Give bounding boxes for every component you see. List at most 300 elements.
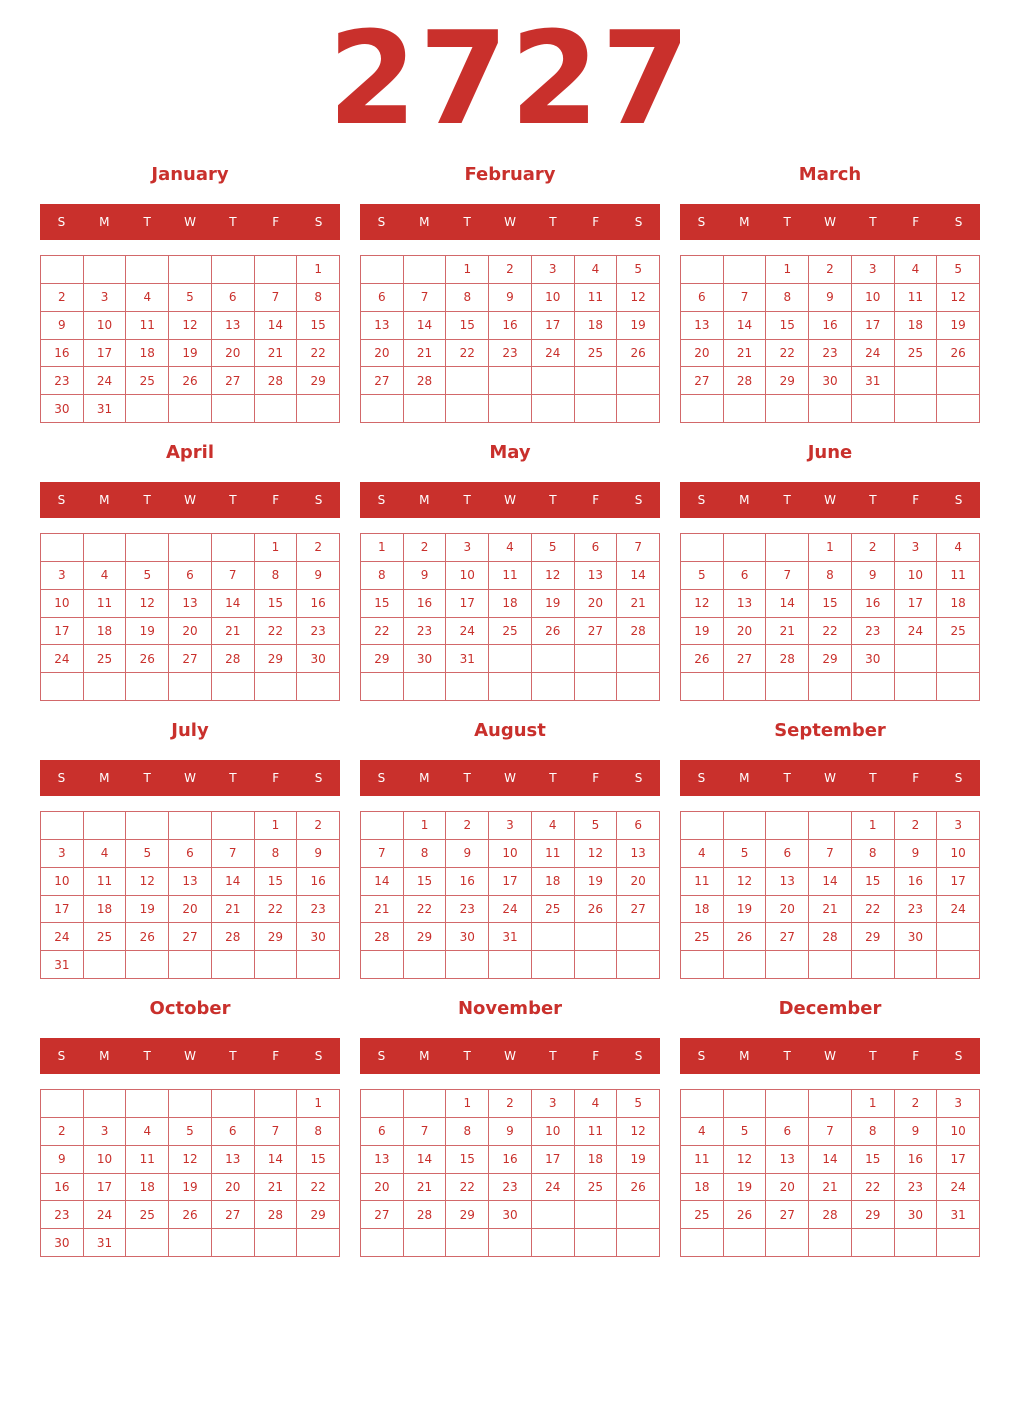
- day-cell: 12: [617, 1118, 660, 1146]
- day-cell: 20: [617, 868, 660, 896]
- day-cell: 22: [446, 1174, 489, 1202]
- day-cell: 17: [895, 590, 938, 618]
- day-cell: 17: [937, 1146, 980, 1174]
- weekday-label: T: [783, 771, 791, 785]
- day-cell: 23: [489, 340, 532, 368]
- day-cell: 29: [361, 645, 404, 673]
- weekday-label: S: [57, 493, 66, 507]
- empty-cell: [532, 923, 575, 951]
- day-cell: 29: [297, 1201, 340, 1229]
- empty-cell: [169, 673, 212, 701]
- day-cell: 2: [297, 534, 340, 562]
- day-cell: 26: [724, 923, 767, 951]
- day-cell: 3: [446, 534, 489, 562]
- weekday-label: W: [184, 215, 196, 229]
- day-cell: 25: [84, 923, 127, 951]
- day-cell: 6: [766, 1118, 809, 1146]
- day-cell: 25: [532, 896, 575, 924]
- empty-cell: [852, 1229, 895, 1257]
- empty-cell: [169, 256, 212, 284]
- empty-cell: [126, 951, 169, 979]
- day-cell: 15: [852, 868, 895, 896]
- month-title: December: [778, 998, 882, 1019]
- day-cell: 13: [724, 590, 767, 618]
- day-cell: 13: [361, 312, 404, 340]
- day-cell: 5: [617, 1090, 660, 1118]
- day-cell: 15: [297, 1146, 340, 1174]
- day-cell: 26: [575, 896, 618, 924]
- weekday-label: T: [143, 1049, 151, 1063]
- day-cell: 8: [446, 284, 489, 312]
- weekday-label: W: [504, 1049, 516, 1063]
- day-cell: 10: [937, 1118, 980, 1146]
- weekday-label: T: [783, 493, 791, 507]
- empty-cell: [212, 256, 255, 284]
- weekday-label: F: [272, 771, 280, 785]
- weekday-header: [680, 1038, 980, 1074]
- day-cell: 12: [617, 284, 660, 312]
- day-cell: 19: [724, 896, 767, 924]
- day-cell: 7: [766, 562, 809, 590]
- empty-cell: [575, 1229, 618, 1257]
- day-cell: 9: [41, 1146, 84, 1174]
- day-cell: 22: [404, 896, 447, 924]
- weekday-label: S: [697, 1049, 706, 1063]
- day-cell: 4: [681, 1118, 724, 1146]
- day-cell: 2: [446, 812, 489, 840]
- empty-cell: [126, 256, 169, 284]
- weekday-label: F: [272, 493, 280, 507]
- day-cell: 10: [41, 868, 84, 896]
- day-cell: 25: [681, 1201, 724, 1229]
- day-cell: 12: [532, 562, 575, 590]
- day-cell: 27: [766, 1201, 809, 1229]
- day-grid: [680, 1089, 980, 1257]
- weekday-label: F: [592, 493, 600, 507]
- day-cell: 27: [212, 367, 255, 395]
- weekday-label: M: [739, 771, 750, 785]
- day-cell: 28: [212, 923, 255, 951]
- empty-cell: [361, 1229, 404, 1257]
- day-grid: [680, 533, 980, 701]
- day-cell: 22: [255, 618, 298, 646]
- empty-cell: [255, 395, 298, 423]
- empty-cell: [724, 673, 767, 701]
- weekday-label: T: [869, 771, 877, 785]
- empty-cell: [126, 1229, 169, 1257]
- empty-cell: [41, 256, 84, 284]
- empty-cell: [212, 534, 255, 562]
- day-cell: 21: [212, 618, 255, 646]
- day-cell: 11: [126, 1146, 169, 1174]
- day-cell: 3: [84, 1118, 127, 1146]
- day-grid: [40, 811, 340, 979]
- day-cell: 8: [297, 1118, 340, 1146]
- day-cell: 28: [809, 1201, 852, 1229]
- weekday-label: T: [463, 493, 471, 507]
- month-title: May: [489, 442, 531, 463]
- day-cell: 18: [681, 896, 724, 924]
- day-cell: 18: [126, 340, 169, 368]
- day-cell: 21: [766, 618, 809, 646]
- day-cell: 8: [809, 562, 852, 590]
- day-cell: 18: [126, 1174, 169, 1202]
- weekday-label: T: [549, 493, 557, 507]
- day-cell: 23: [446, 896, 489, 924]
- day-cell: 16: [297, 590, 340, 618]
- day-cell: 11: [575, 284, 618, 312]
- empty-cell: [895, 1229, 938, 1257]
- month-title: April: [165, 442, 215, 463]
- day-cell: 7: [255, 284, 298, 312]
- day-cell: 28: [255, 1201, 298, 1229]
- day-cell: 16: [489, 312, 532, 340]
- day-cell: 27: [361, 367, 404, 395]
- day-cell: 5: [937, 256, 980, 284]
- day-cell: 16: [297, 868, 340, 896]
- day-grid: [360, 811, 660, 979]
- day-cell: 17: [937, 868, 980, 896]
- day-cell: 16: [404, 590, 447, 618]
- weekday-label: M: [99, 493, 110, 507]
- day-cell: 6: [212, 1118, 255, 1146]
- day-cell: 26: [169, 367, 212, 395]
- day-cell: 4: [126, 1118, 169, 1146]
- day-cell: 18: [532, 868, 575, 896]
- day-cell: 23: [297, 896, 340, 924]
- empty-cell: [41, 812, 84, 840]
- day-cell: 9: [297, 562, 340, 590]
- day-cell: 15: [809, 590, 852, 618]
- day-cell: 17: [852, 312, 895, 340]
- day-cell: 31: [937, 1201, 980, 1229]
- empty-cell: [532, 645, 575, 673]
- weekday-label: S: [314, 1049, 323, 1063]
- day-cell: 29: [852, 923, 895, 951]
- day-cell: 6: [575, 534, 618, 562]
- day-cell: 8: [297, 284, 340, 312]
- day-cell: 5: [575, 812, 618, 840]
- empty-cell: [126, 812, 169, 840]
- month-title: August: [474, 720, 546, 741]
- empty-cell: [489, 673, 532, 701]
- day-cell: 21: [617, 590, 660, 618]
- empty-cell: [212, 1229, 255, 1257]
- weekday-label: S: [314, 215, 323, 229]
- day-cell: 29: [255, 923, 298, 951]
- day-cell: 11: [532, 840, 575, 868]
- day-cell: 19: [724, 1174, 767, 1202]
- empty-cell: [41, 534, 84, 562]
- day-cell: 21: [255, 340, 298, 368]
- empty-cell: [404, 256, 447, 284]
- weekday-label: F: [912, 493, 920, 507]
- weekday-label: F: [912, 1049, 920, 1063]
- empty-cell: [766, 1090, 809, 1118]
- day-cell: 5: [169, 1118, 212, 1146]
- day-cell: 10: [895, 562, 938, 590]
- day-cell: 9: [852, 562, 895, 590]
- empty-cell: [681, 812, 724, 840]
- empty-cell: [724, 1229, 767, 1257]
- day-cell: 3: [937, 812, 980, 840]
- day-cell: 20: [212, 1174, 255, 1202]
- empty-cell: [766, 395, 809, 423]
- day-cell: 15: [361, 590, 404, 618]
- weekday-label: M: [419, 493, 430, 507]
- empty-cell: [681, 395, 724, 423]
- empty-cell: [255, 1090, 298, 1118]
- day-cell: 17: [84, 1174, 127, 1202]
- empty-cell: [169, 1229, 212, 1257]
- weekday-label: S: [57, 1049, 66, 1063]
- weekday-label: S: [634, 493, 643, 507]
- day-cell: 14: [212, 590, 255, 618]
- empty-cell: [212, 673, 255, 701]
- day-cell: 26: [724, 1201, 767, 1229]
- empty-cell: [532, 367, 575, 395]
- weekday-label: T: [463, 1049, 471, 1063]
- day-cell: 26: [937, 340, 980, 368]
- day-cell: 29: [446, 1201, 489, 1229]
- empty-cell: [937, 923, 980, 951]
- day-cell: 25: [575, 1174, 618, 1202]
- empty-cell: [937, 951, 980, 979]
- day-cell: 28: [404, 1201, 447, 1229]
- day-cell: 9: [297, 840, 340, 868]
- day-cell: 8: [766, 284, 809, 312]
- weekday-label: T: [143, 771, 151, 785]
- empty-cell: [532, 395, 575, 423]
- day-cell: 18: [895, 312, 938, 340]
- day-cell: 30: [895, 923, 938, 951]
- weekday-label: W: [504, 771, 516, 785]
- empty-cell: [404, 951, 447, 979]
- day-grid: [360, 533, 660, 701]
- day-cell: 14: [766, 590, 809, 618]
- weekday-label: S: [697, 771, 706, 785]
- weekday-label: W: [184, 1049, 196, 1063]
- weekday-label: W: [824, 1049, 836, 1063]
- day-cell: 3: [41, 562, 84, 590]
- day-cell: 12: [937, 284, 980, 312]
- weekday-label: T: [549, 1049, 557, 1063]
- day-cell: 9: [489, 1118, 532, 1146]
- empty-cell: [361, 1090, 404, 1118]
- day-cell: 11: [681, 868, 724, 896]
- day-cell: 28: [212, 645, 255, 673]
- day-cell: 6: [766, 840, 809, 868]
- day-cell: 24: [84, 1201, 127, 1229]
- day-cell: 13: [766, 868, 809, 896]
- day-cell: 8: [446, 1118, 489, 1146]
- weekday-label: W: [504, 493, 516, 507]
- day-cell: 1: [361, 534, 404, 562]
- day-cell: 24: [532, 1174, 575, 1202]
- weekday-label: T: [229, 1049, 237, 1063]
- day-cell: 2: [297, 812, 340, 840]
- day-cell: 29: [297, 367, 340, 395]
- month-title: February: [464, 164, 556, 185]
- day-grid: [680, 255, 980, 423]
- empty-cell: [852, 673, 895, 701]
- empty-cell: [126, 534, 169, 562]
- month-title: November: [457, 998, 563, 1019]
- day-cell: 23: [41, 1201, 84, 1229]
- day-cell: 13: [212, 312, 255, 340]
- day-cell: 18: [84, 618, 127, 646]
- day-cell: 23: [297, 618, 340, 646]
- day-cell: 6: [724, 562, 767, 590]
- day-cell: 12: [126, 868, 169, 896]
- weekday-label: F: [912, 215, 920, 229]
- month-title: July: [171, 720, 209, 741]
- weekday-header: [360, 204, 660, 240]
- day-cell: 14: [212, 868, 255, 896]
- day-cell: 25: [84, 645, 127, 673]
- day-cell: 30: [41, 1229, 84, 1257]
- day-cell: 29: [852, 1201, 895, 1229]
- day-cell: 25: [126, 367, 169, 395]
- day-cell: 1: [255, 812, 298, 840]
- day-grid: [680, 811, 980, 979]
- empty-cell: [724, 812, 767, 840]
- weekday-label: T: [549, 771, 557, 785]
- day-cell: 7: [255, 1118, 298, 1146]
- empty-cell: [532, 1201, 575, 1229]
- empty-cell: [937, 395, 980, 423]
- empty-cell: [681, 534, 724, 562]
- day-cell: 18: [575, 312, 618, 340]
- day-grid: [40, 255, 340, 423]
- day-cell: 2: [41, 284, 84, 312]
- weekday-label: S: [314, 771, 323, 785]
- day-cell: 25: [489, 618, 532, 646]
- day-cell: 10: [489, 840, 532, 868]
- day-cell: 30: [404, 645, 447, 673]
- empty-cell: [404, 673, 447, 701]
- day-cell: 4: [532, 812, 575, 840]
- empty-cell: [404, 1229, 447, 1257]
- weekday-label: W: [824, 493, 836, 507]
- day-cell: 19: [575, 868, 618, 896]
- day-cell: 28: [809, 923, 852, 951]
- empty-cell: [532, 1229, 575, 1257]
- weekday-header: [40, 760, 340, 796]
- day-cell: 30: [297, 923, 340, 951]
- day-cell: 10: [84, 312, 127, 340]
- empty-cell: [724, 951, 767, 979]
- day-cell: 20: [169, 618, 212, 646]
- day-cell: 19: [681, 618, 724, 646]
- empty-cell: [446, 1229, 489, 1257]
- day-cell: 26: [169, 1201, 212, 1229]
- empty-cell: [212, 1090, 255, 1118]
- empty-cell: [446, 951, 489, 979]
- day-cell: 19: [169, 340, 212, 368]
- weekday-label: T: [783, 1049, 791, 1063]
- weekday-label: W: [824, 215, 836, 229]
- weekday-header: [360, 1038, 660, 1074]
- day-cell: 18: [937, 590, 980, 618]
- day-cell: 21: [724, 340, 767, 368]
- day-cell: 19: [617, 312, 660, 340]
- day-cell: 28: [724, 367, 767, 395]
- day-cell: 23: [895, 1174, 938, 1202]
- empty-cell: [852, 395, 895, 423]
- day-cell: 26: [617, 1174, 660, 1202]
- empty-cell: [575, 923, 618, 951]
- empty-cell: [809, 673, 852, 701]
- day-cell: 16: [852, 590, 895, 618]
- weekday-label: S: [634, 215, 643, 229]
- day-cell: 11: [937, 562, 980, 590]
- day-cell: 27: [169, 923, 212, 951]
- empty-cell: [617, 951, 660, 979]
- empty-cell: [169, 1090, 212, 1118]
- day-cell: 14: [404, 312, 447, 340]
- day-cell: 5: [724, 840, 767, 868]
- day-cell: 30: [446, 923, 489, 951]
- day-cell: 14: [809, 1146, 852, 1174]
- weekday-label: S: [377, 1049, 386, 1063]
- day-cell: 15: [766, 312, 809, 340]
- empty-cell: [489, 395, 532, 423]
- day-cell: 5: [681, 562, 724, 590]
- weekday-label: M: [739, 215, 750, 229]
- weekday-label: T: [143, 493, 151, 507]
- day-cell: 29: [404, 923, 447, 951]
- day-cell: 29: [809, 645, 852, 673]
- day-cell: 19: [126, 618, 169, 646]
- day-cell: 7: [212, 840, 255, 868]
- weekday-label: S: [954, 1049, 963, 1063]
- day-cell: 23: [895, 896, 938, 924]
- empty-cell: [937, 645, 980, 673]
- empty-cell: [297, 1229, 340, 1257]
- day-cell: 16: [446, 868, 489, 896]
- empty-cell: [489, 951, 532, 979]
- day-cell: 29: [255, 645, 298, 673]
- day-cell: 24: [895, 618, 938, 646]
- day-cell: 9: [41, 312, 84, 340]
- day-cell: 21: [809, 896, 852, 924]
- weekday-label: W: [504, 215, 516, 229]
- empty-cell: [446, 395, 489, 423]
- empty-cell: [169, 534, 212, 562]
- day-cell: 15: [404, 868, 447, 896]
- weekday-label: M: [739, 1049, 750, 1063]
- empty-cell: [617, 1201, 660, 1229]
- empty-cell: [404, 395, 447, 423]
- empty-cell: [617, 673, 660, 701]
- day-cell: 2: [489, 256, 532, 284]
- day-cell: 27: [575, 618, 618, 646]
- day-cell: 13: [766, 1146, 809, 1174]
- day-cell: 15: [297, 312, 340, 340]
- day-cell: 25: [895, 340, 938, 368]
- day-cell: 13: [681, 312, 724, 340]
- day-cell: 9: [895, 840, 938, 868]
- day-cell: 23: [489, 1174, 532, 1202]
- day-cell: 17: [532, 312, 575, 340]
- empty-cell: [681, 951, 724, 979]
- day-cell: 22: [852, 1174, 895, 1202]
- day-cell: 16: [489, 1146, 532, 1174]
- empty-cell: [617, 645, 660, 673]
- day-cell: 6: [681, 284, 724, 312]
- day-cell: 13: [212, 1146, 255, 1174]
